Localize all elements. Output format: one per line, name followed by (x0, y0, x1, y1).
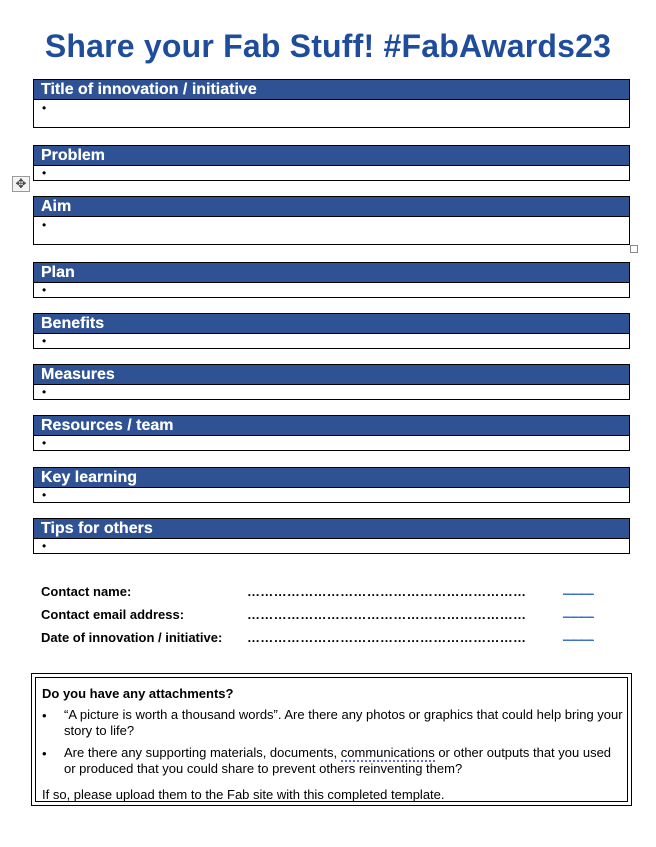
section-input-area[interactable] (33, 538, 630, 554)
bullet-point: • (42, 539, 47, 553)
section-input-area[interactable] (33, 165, 630, 181)
attachments-heading: Do you have any attachments? (42, 686, 234, 701)
bullet-point: • (42, 385, 47, 399)
contact-name-field[interactable]: ……………………………………………………… (247, 584, 527, 599)
attachments-footer: If so, please upload them to the Fab site with this completed template. (42, 787, 445, 802)
section-aim (33, 196, 630, 245)
section-heading: Key learning (33, 467, 630, 487)
bullet-point: • (42, 488, 47, 502)
section-measures (33, 364, 630, 400)
section-heading: Title of innovation / initiative (33, 79, 630, 99)
section-heading: Tips for others (33, 518, 630, 538)
section-title-of-innovation (33, 79, 630, 128)
section-input-area[interactable] (33, 333, 630, 349)
section-input-area[interactable] (33, 487, 630, 503)
section-heading: Measures (33, 364, 630, 384)
attachments-inner-border (35, 677, 628, 802)
bullet-point: • (42, 101, 47, 115)
contact-email-field[interactable]: ……………………………………………………… (247, 607, 527, 622)
move-arrows-icon[interactable]: ✥ (12, 176, 30, 192)
section-input-area[interactable] (33, 384, 630, 400)
section-heading: Problem (33, 145, 630, 165)
section-resources-team (33, 415, 630, 451)
bullet-point: • (42, 746, 47, 761)
bullet-point: • (42, 334, 47, 348)
contact-name-row (41, 580, 601, 600)
date-field[interactable]: ……………………………………………………… (247, 630, 527, 645)
attachments-bullet-2 (64, 745, 624, 777)
section-heading: Aim (33, 196, 630, 216)
section-input-area[interactable] (33, 282, 630, 298)
section-input-area[interactable] (33, 99, 630, 128)
bullet-2-text-end: or other outputs that you used or produced that you could share to prevent others reinventing them? (64, 745, 612, 776)
section-input-area[interactable] (33, 435, 630, 451)
date-row (41, 626, 601, 646)
section-heading: Resources / team (33, 415, 630, 435)
date-label: Date of innovation / initiative: (41, 630, 223, 645)
section-heading: Benefits (33, 313, 630, 333)
attachments-box (31, 673, 632, 806)
resize-square-icon[interactable] (630, 245, 638, 253)
section-tips-for-others (33, 518, 630, 554)
section-input-area[interactable] (33, 216, 630, 245)
section-benefits (33, 313, 630, 349)
bullet-point: • (42, 708, 47, 723)
section-problem (33, 145, 630, 181)
spellcheck-flagged-word[interactable]: communications (340, 745, 435, 760)
attachments-bullet-1: “A picture is worth a thousand words”. Are there any photos or graphics that could help bring your story to life? (64, 707, 623, 738)
section-heading: Plan (33, 262, 630, 282)
section-key-learning (33, 467, 630, 503)
bullet-point: • (42, 436, 47, 450)
date-link[interactable]: ____ (563, 626, 594, 641)
contact-email-label: Contact email address: (41, 607, 185, 622)
contact-email-row (41, 603, 601, 623)
bullet-point: • (42, 166, 47, 180)
page-title: Share your Fab Stuff! #FabAwards23 (44, 28, 612, 64)
bullet-2-text-start: Are there any supporting materials, documents, (64, 745, 341, 760)
bullet-point: • (42, 218, 47, 232)
section-plan (33, 262, 630, 298)
bullet-point: • (42, 283, 47, 297)
contact-name-label: Contact name: (41, 584, 132, 599)
contact-name-link[interactable]: ____ (563, 580, 594, 595)
contact-email-link[interactable]: ____ (563, 603, 594, 618)
